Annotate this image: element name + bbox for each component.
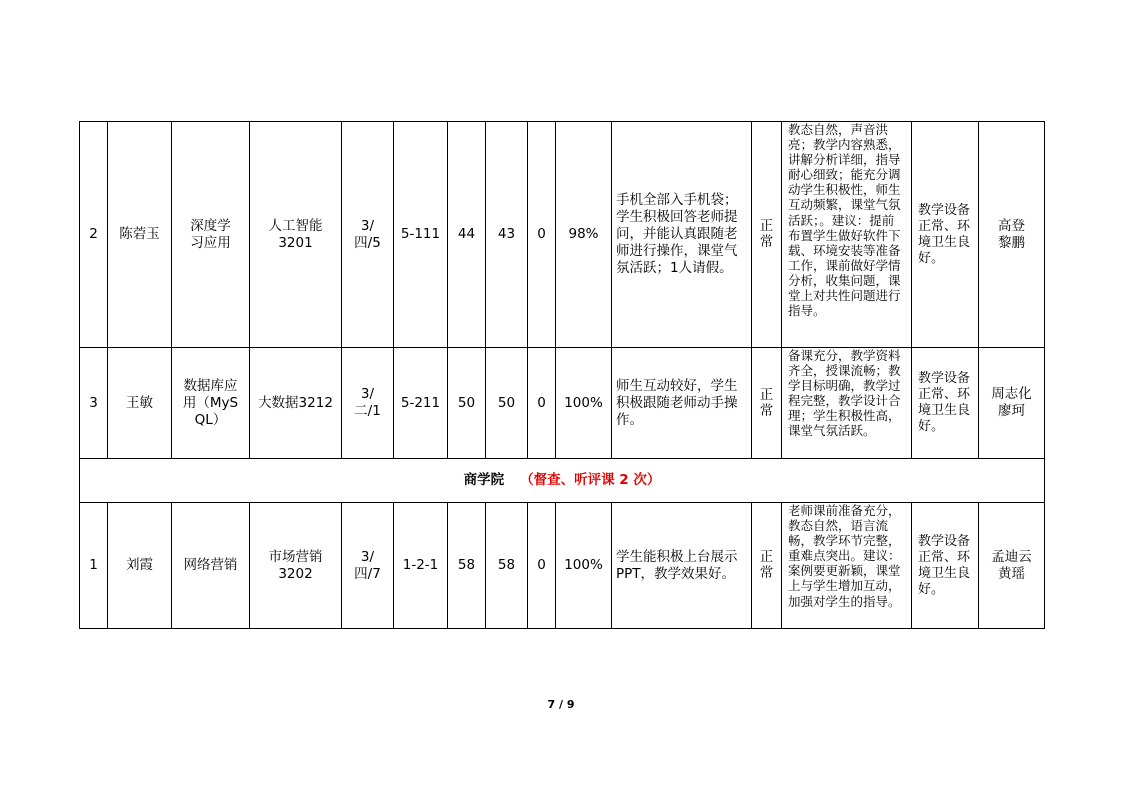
- cell-expected: 50: [448, 348, 486, 459]
- page-number: 7 / 9: [547, 698, 575, 711]
- cell-week-day: [342, 348, 394, 459]
- cell-actual: 58: [486, 503, 528, 629]
- cell-discipline: 手机全部入手机袋；学生积极回答老师提问，并能认真跟随老师进行操作，课堂气氛活跃；1人请假。: [612, 122, 752, 348]
- cell-status: [752, 503, 782, 629]
- cell-expected: 44: [448, 122, 486, 348]
- cell-environment: 教学设备正常、环境卫生良好。: [912, 503, 979, 629]
- inspectors-text: 孟迪云黄瑶: [991, 548, 1032, 582]
- cell-status: [752, 122, 782, 348]
- cell-status: [752, 348, 782, 459]
- section-note: （督查、听评课 2 次）: [520, 472, 661, 488]
- cell-absent: 0: [528, 503, 556, 629]
- cell-week-day: [342, 503, 394, 629]
- cell-rate: 98%: [556, 122, 612, 348]
- cell-actual: 43: [486, 122, 528, 348]
- cell-course: [172, 348, 250, 459]
- status-text: 正常: [759, 549, 774, 581]
- cell-no: 3: [80, 348, 108, 459]
- inspectors-text: 高登黎鹏: [998, 217, 1025, 251]
- course-text: 数据库应用（MySQL）: [182, 377, 239, 428]
- cell-room: 5-211: [394, 348, 448, 459]
- cell-expected: 58: [448, 503, 486, 629]
- class-text: 人工智能3201: [268, 217, 323, 251]
- cell-actual: 50: [486, 348, 528, 459]
- cell-environment: 教学设备正常、环境卫生良好。: [912, 348, 979, 459]
- status-text: 正常: [759, 218, 774, 250]
- section-header: [80, 459, 1045, 503]
- cell-teacher: 刘霞: [108, 503, 172, 629]
- cell-inspectors: [979, 503, 1045, 629]
- inspectors-text: 周志化廖珂: [991, 386, 1032, 419]
- inspection-table: [79, 121, 1045, 629]
- cell-teacher: 王敏: [108, 348, 172, 459]
- class-text: 市场营销3202: [268, 548, 323, 582]
- cell-inspectors: [979, 122, 1045, 348]
- cell-course: [172, 122, 250, 348]
- cell-discipline: 学生能积极上台展示PPT，教学效果好。: [612, 503, 752, 629]
- cell-absent: 0: [528, 348, 556, 459]
- cell-class: [250, 503, 342, 629]
- cell-week-day: [342, 122, 394, 348]
- cell-environment: 教学设备正常、环境卫生良好。: [912, 122, 979, 348]
- cell-rate: 100%: [556, 503, 612, 629]
- section-title: 商学院: [463, 472, 505, 488]
- cell-class: [250, 122, 342, 348]
- table-row: [80, 503, 1045, 629]
- cell-room: 5-111: [394, 122, 448, 348]
- cell-class: 大数据3212: [250, 348, 342, 459]
- cell-discipline: 师生互动较好，学生积极跟随老师动手操作。: [612, 348, 752, 459]
- cell-inspectors: [979, 348, 1045, 459]
- week-day-text: 3/二/1: [354, 386, 381, 419]
- table-row: [80, 122, 1045, 348]
- table-row: [80, 348, 1045, 459]
- cell-absent: 0: [528, 122, 556, 348]
- cell-no: 1: [80, 503, 108, 629]
- cell-room: 1-2-1: [394, 503, 448, 629]
- cell-rate: 100%: [556, 348, 612, 459]
- week-day-text: 3/四/5: [354, 217, 381, 251]
- cell-remarks: 教态自然，声音洪亮；教学内容熟悉，讲解分析详细，指导耐心细致；能充分调动学生积极性，师生互动频繁，课堂气氛活跃；。建议：提前布置学生做好软件下载、环境安装等准备工作，课前做好学情分析，收集问题，课堂上对共性问题进行指导。: [782, 122, 912, 348]
- cell-remarks: 老师课前准备充分，教态自然，语言流畅，教学环节完整，重难点突出。建议：案例要更新颖，课堂上与学生增加互动，加强对学生的指导。: [782, 503, 912, 629]
- course-text: 深度学习应用: [190, 217, 231, 251]
- status-text: 正常: [759, 386, 774, 419]
- cell-teacher: 陈菪玉: [108, 122, 172, 348]
- cell-remarks: 备课充分，教学资料齐全，授课流畅；教学目标明确，教学过程完整，教学设计合理；学生积极性高，课堂气氛活跃。: [782, 348, 912, 459]
- cell-course: 网络营销: [172, 503, 250, 629]
- section-row: [80, 459, 1045, 503]
- cell-no: 2: [80, 122, 108, 348]
- week-day-text: 3/四/7: [354, 548, 381, 582]
